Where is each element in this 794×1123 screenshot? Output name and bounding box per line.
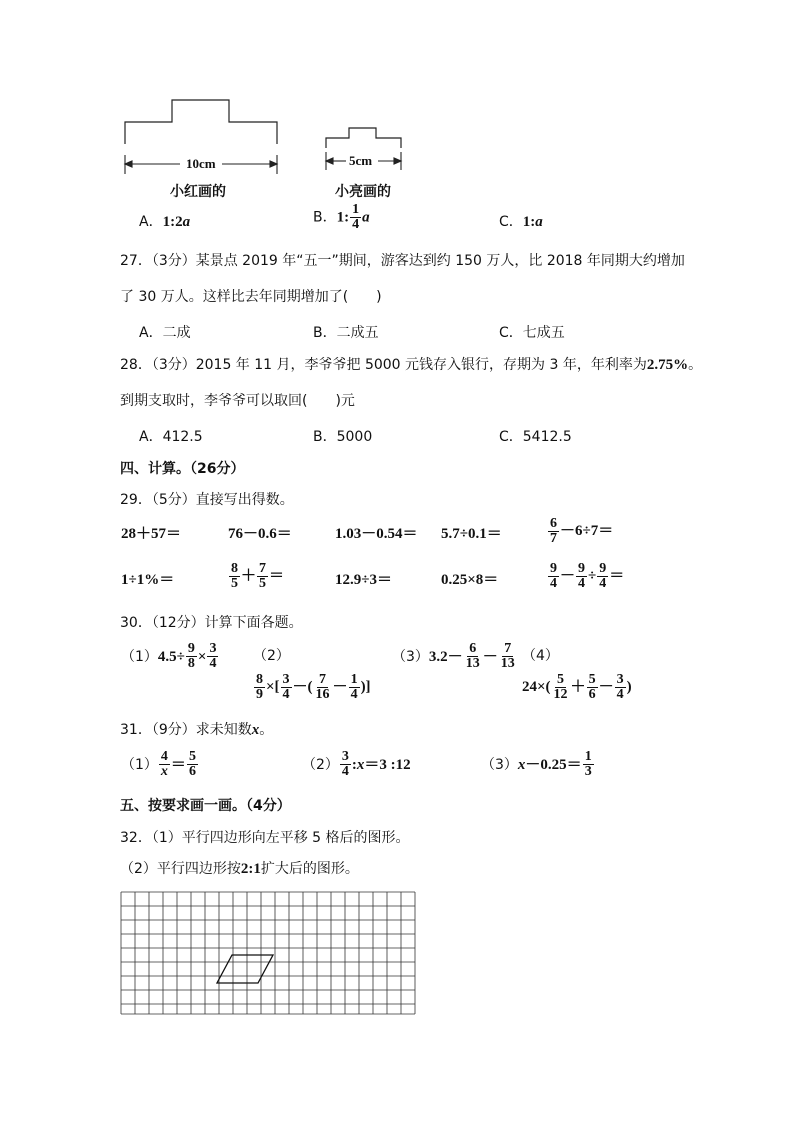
q29-item-2: 76－0.6＝ [228, 526, 292, 542]
q31-equation-1: （1） $\frac{4}{x}$ ＝ $\frac{5}{6}$ [121, 749, 196, 779]
q27-text-line1: 27．（3分）某景点 2019 年“五一”期间，游客达到约 150 万人，比 2018 年同期大约增加 [120, 253, 685, 269]
right-dimension-label: 5cm [349, 153, 373, 168]
parallelogram [217, 955, 273, 983]
option-b-label: B． [313, 209, 337, 226]
section-4-title: 四、计算。（26分） [120, 461, 245, 477]
q29-item-8: 12.9÷3＝ [335, 572, 392, 588]
q31-equation-2: （2） $\frac{3}{4}$ :x＝3 :12 [302, 749, 411, 779]
q30-problem-4: 24×( $\frac{5}{12}$ ＋ $\frac{5}{6}$ － $\frac{3}{4}$ ) [522, 672, 632, 702]
q30-problem-1: （1）4.5÷ $\frac{9}{8}$ × $\frac{3}{4}$ [121, 641, 217, 671]
interest-rate: 2.75% [646, 357, 689, 373]
option-a-ratio: 1:2 [162, 214, 183, 230]
left-stepped-shape [125, 100, 277, 144]
q29-item-7: $\frac{8}{5}$ ＋ $\frac{7}{5}$ ＝ [231, 561, 285, 591]
q31-equation-3: （3）x－0.25＝ $\frac{1}{3}$ [481, 749, 592, 779]
q26-option-c[interactable] [499, 211, 543, 231]
q30-problem-2: $\frac{8}{9}$ ×[ $\frac{3}{4}$ －( $\frac{7}{16}$ － $\frac{1}{4}$ )] [256, 672, 371, 702]
q28-text-line1 [120, 354, 702, 374]
q28-option-c[interactable]: C．5412.5 [499, 429, 572, 445]
q27-text-line2: 了 30 万人。这样比去年同期增加了( ) [120, 289, 382, 305]
section-5-title: 五、按要求画一画。（4分） [120, 798, 291, 814]
option-c-var: a [535, 214, 543, 230]
q26-option-b[interactable] [313, 203, 370, 232]
option-c-ratio: 1: [522, 214, 536, 230]
drawing-grid[interactable] [121, 892, 417, 1016]
q28-line1-text: 28．（3分）2015 年 11 月，李爷爷把 5000 元钱存入银行，存期为 3 年，年利率为 [120, 357, 647, 373]
q32-instruction-2: （2）平行四边形按2:1扩大后的图形。 [120, 861, 359, 877]
q30-problem-3: （3）3.2－ $\frac{6}{13}$ － $\frac{7}{13}$ [392, 641, 515, 671]
option-b-fraction: $\frac{1}{4}$ [352, 202, 360, 232]
q29-title: 29．（5分）直接写出得数。 [120, 492, 294, 508]
q28-option-b[interactable]: B．5000 [313, 429, 373, 445]
option-b-prefix: 1: [336, 209, 350, 226]
q26-option-a[interactable] [139, 211, 190, 231]
q27-option-b[interactable]: B．二成五 [313, 325, 379, 341]
q28-line1-end: 。 [688, 357, 703, 373]
left-dimension-label: 10cm [186, 156, 216, 171]
q32-instruction-1: 32．（1）平行四边形向左平移 5 格后的图形。 [120, 830, 410, 846]
grid-lines [121, 892, 415, 1014]
q29-item-4: 5.7÷0.1＝ [441, 526, 502, 542]
q29-item-10: $\frac{9}{4}$ － $\frac{9}{4}$ ÷ $\frac{9}{4}$ ＝ [550, 561, 625, 591]
q28-option-a[interactable]: A．412.5 [139, 429, 203, 445]
option-b-var: a [362, 209, 370, 226]
q29-item-9: 0.25×8＝ [441, 572, 499, 588]
option-a-var: a [182, 214, 191, 230]
q29-item-5: $\frac{6}{7}$ －6÷7＝ [550, 516, 614, 546]
q29-item-1: 28＋57＝ [121, 526, 182, 542]
right-caption: 小亮画的 [335, 184, 391, 200]
q31-title: 31．（9分）求未知数x。 [120, 722, 274, 738]
option-a-label: A． [139, 214, 163, 230]
q29-item-3: 1.03－0.54＝ [335, 526, 418, 542]
q30-problem-4-label: （4） [522, 648, 559, 664]
q30-title: 30．（12分）计算下面各题。 [120, 615, 303, 631]
q27-option-a[interactable]: A．二成 [139, 325, 191, 341]
q29-item-6: 1÷1%＝ [121, 572, 175, 588]
scale-drawing-figure [0, 0, 794, 210]
scale-ratio: 2:1 [240, 861, 261, 877]
q28-text-line2: 到期支取时，李爷爷可以取回( )元 [120, 393, 355, 409]
left-caption: 小红画的 [170, 184, 226, 200]
right-stepped-shape [326, 128, 401, 148]
q27-option-c[interactable]: C．七成五 [499, 325, 565, 341]
option-c-label: C． [499, 214, 523, 230]
q30-problem-2-label: （2） [253, 648, 290, 664]
